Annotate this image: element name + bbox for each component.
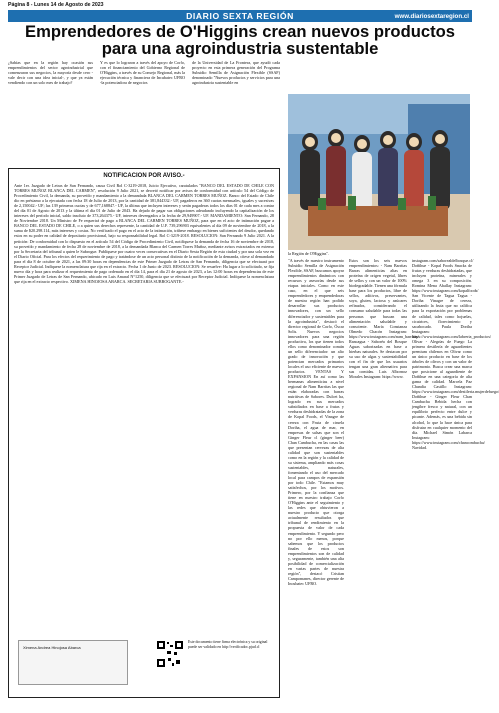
intro-column-1: ¿Sabías que en la región hay ocasión sus emprendimientos del sector agroindustrial que comenzaron sus negocios, la mayoría desde cero -vale decir con una idea inicial-, y que ya están vendiendo con un solo mes de trabajo? <box>8 60 93 86</box>
notice-title: NOTIFICACION POR AVISO.- <box>103 173 185 179</box>
electronic-signature-box <box>18 640 128 685</box>
qr-code-icon <box>156 640 184 668</box>
group-photo-illustration <box>288 94 470 250</box>
section-title: DIARIO SEXTA REGIÓN <box>186 11 294 21</box>
page-title: Emprendedores de O'Higgins crean nuevos productos para una agroindustria sustentable <box>25 22 455 58</box>
article-photo <box>288 94 470 250</box>
section-band <box>8 10 472 22</box>
notice-body: Ante 1er. Juzgado de Letras de San Fernando, causa Civil Rol C-3219-2018, Juicio Ejecutivo, caratulados "BANCO DEL ESTADO DE CHILE CON TORRES MUÑOZ BLANCA DEL CARMEN", resolución 9 Julio 2021, se decretó notificar por avisos de conformidad con artículo 54 del Código de Procedimiento Civil, la demanda, su proveído y mandamiento a la demandada BLANCA DEL CARMEN TORRES MUÑOZ. Banco del Estado de Chile dio en préstamo a la ejecutada con fecha 18 de Julio de 2013, por la cantidad de 381,844332.- UF, pagaderos en 360 cuotas mensuales, iguales y sucesivas de 2,150042.- UF; las 139 primeras cuotas y de 677,168847.- UF, la última que incluyen intereses y serán pagaderas todos los días 01 de cada mes a contar del día 01 de Agosto de 2013 y la última el día 01 de Julio de 2043. Ha dejado de pagar sus obligaciones adeudando incluyendo la capitalización de los intereses del período inicial, saldo insoluto de 373,264375.- UF, intereses devengados a la fecha de 29,949907.- UF. MANDAMIENTO: San Fernando, 28 de Noviembre 2018. Un Ministro de Fe requerirá de pago a BLANCA DEL CARMEN TORRES MUÑOZ, para que en el acto de intimación pague a BANCO DEL ESTADO DE CHILE, o a quien sus derechos represente, la cantidad de U.F. 739,296903 equivalentes al día 09 de noviembre de 2018, a la suma de $20.298.114, más intereses y costas. No verificado el pago en el acto de la intimación, trábese embargo en bienes suficientes del deudor, quedando estos en su poder en calidad de depositario provisional, bajo su responsabilidad legal. Rol C-3219-2018. RESOLUCION: San Fernando 9 Julio 2021. A la petición: De conformidad con lo dispuesto en el artículo 54 del Código de Procedimiento Civil, notifíquese la demanda de fecha 16 de noviembre de 2018, su proveído y mandamiento de fecha 28 de noviembre de 2018, a la demandada Blanca del Carmen Torres Muñoz, mediante avisos extractados en extenso por la Secretaria del tribunal a quien le Subrogue. Publíquese por cuatro veces consecutivas en el Diario Sexta Región de esta ciudad y por una sola vez en el Diario Oficial. Para los efectos del requerimiento de pago y tratándose de un acto personal distinto de la notificación de la demanda, cítese al demandado para el día 8 de octubre de 2021, a las 09:30 horas en dependencias de este Primer Juzgado de Letras de San Fernando, diligencia que se efectuará por Receptor Judicial. Indíquese la nomenclatura que rija en el extracto. Fecha 1 de Junio de 2023. RESOLUCION: Se resuelve: Ha lugar a lo solicitado, se fija nuevo día y hora para realizar el requerimiento de pago ordenado en el día 14, para el día 21 de agosto de 2023, a las 12:00 horas en dependencias de este Primer Juzgado de Letras de San Fernando, ubicado en Luis Amaral N°1250, diligencia que se efectuará por Receptor Judicial. Indíquese la nomenclatura que rija en el extracto respectivo. XIMENA HINOJOSA ABARCA. SECRETARIA SUBROGANTE.- <box>14 183 274 284</box>
qr-verification-text: Este documento tiene firma electrónica y su original puede ser validado en http://verificadoc.pjud.cl <box>188 640 268 649</box>
intro-column-2: Y es que lo lograron a través del apoyo de Corfo, con el financiamiento del Gobierno Regional de O'Higgins, a través de su Consejo Regional, más la ejecución técnica y financiera de Incubatec UFRO -la potenciadora de negocios <box>100 60 185 86</box>
page-info: Página 8 - Lunes 14 de Agosto de 2023 <box>8 2 104 8</box>
signature-label: Ximena Andrea Hinojosa Abarca <box>23 645 81 650</box>
intro-column-3: de la Universidad de La Frontera, que ayudó cada proyecto en esta primera generación del Programa Subsidio Semilla de Asignación Flexible (SSAF) denominado "Nuevos productos y servicios para una agroindustria sustentable en <box>192 60 280 86</box>
legal-notice <box>8 168 280 698</box>
page-info-bar <box>8 2 472 9</box>
photo-caption: la Región de O'Higgins". <box>288 251 330 256</box>
site-url[interactable]: www.diariosextaregion.cl <box>394 12 469 20</box>
article-column-3: instagram.com/saborealdelbosque.cl/ Doñihue - Kopal Foods Snacks de frutas y verduras deshidratadas, que incluyen proteína, minerales y omega 3 en su composición. Romina Mena Aballay Instagram: https://www.instagram.com/kopalfoods/ San Vicente de Tagua Tagua - Doriha Vinagre de cereza, utilizando la fruta que no califica para la exportación por problemas de calidad, tales como hojuelas, cicatrices, florecimiento y sacabocado. Paula Doriha Instagram: https://www.instagram.com/labreria_productos/ Olivar - Alegrías de Fuego La primera destilería de aguardientes premium chilenos en Olivar como un único producto en base de los árboles de olivos y con un valor de patrimonio. Busca crear una marca que posicione al aguardiente de Doñihue en una categoría de alta gama de calidad. Marcela Paz Chandia Castillo Instagram: https://www.instagram.com/destileria.mujerdefuego/ Doñihue - Ginger Fleur Chan Cambucha Bebida hecha con jengibre fresco y natural, con un equilibrio perfecto entre dulce y picante. Además, es una bebida sin alcohol, lo que la hace única para disfrutar en cualquier momento del día. Michael Simón Labarca Instagram: https://www.instagram.com/chancombucha/ Navidad. <box>412 258 499 450</box>
article-column-2: Estos son los seis nuevos emprendimientos: - Nam Barritas Barras alimenticias altas en proteína de origen vegetal, libres de sellos y con un valor de 100% biodegradable. Tienen una fórmula base para los productos, libre de sellos, aditivos, preservantes, soya, gluten, lactosa y azúcares refinados, considerando el consumo saludable para todas las personas que buscan una alimentación saludable y consciente. María Constanza Olmedo Chacón Instagram: https://www.instagram.com/nam_barritas/ Rancagua - Saboréa del Bosque Aguas saborizadas en base a hierbas naturales. Se destacan por su uso de algas y sustentabilidad con el fin de que los usuarios tengan una gran alternativa para sus comidas. Luis Albornoz Morales Instagram: https://www. <box>349 258 419 380</box>
article-column-1: "A través de nuestro instrumento Subsidio Semilla de Asignación Flexible, SSAF, buscamos apoyar emprendimientos dinámicos con recursos y asesorías desde sus etapas iniciales. Como en este caso, en el que seis emprendedores y emprendedoras de nuestra región han podido desarrollar sus productos innovadores, con un sello diferenciador y sustentables para la agroindustria", destacó el director regional de Corfo, Óscar Solis. Nuevos negocios innovadores para una región productiva, los que tienen todos ellos como denominador común un sello diferenciador: un alto grado de innovación y que potencian mercados primarios locales el uso eficiente de nuevos productos. VENTAS Y EXPANSION En así como las hermanas alimenticias a nivel regional de Nam Barritas las que están elaboradas con barras nutritivas de Sabores. Dulcet ha, logrado en sus mercados subsidiados en base a frutas y verduras deshidratadas de la zona de Kopal Foods, el Vinagre de cereza con Fruta de ciruela Doriha, el agua de mar, en empresas de salsas que son el Ginger Fleur cl (ginger beer) Chan Cambucha, en las casas las que presentan cervezas de alta calidad que son sustentables como en la región y la calidad de su sistema, ampliando más cosas sustentables, naturales, fomentando el uso del mercado local para campos de expansión por todo Chile. "Estamos muy satisfechos, por los motivos. Primero, por la confianza que tiene en nuestro trabajo Corfo O'Higgins ante el seguimiento y las redes que obtuvieron a nuestro producto que otorga actualmente resultados que tribunal de rendimiento en la propuesta de valor de cada emprendimiento. Y segundo pero no por ello menos, porque sabemos que los productos finales de estos son emprendimientos son de calidad y, seguramente, también una alta posibilidad de comercialización en varias partes de nuestra región", destacó Cristian Campomanes, director gerente de Incubatec UFRO. <box>288 258 344 586</box>
